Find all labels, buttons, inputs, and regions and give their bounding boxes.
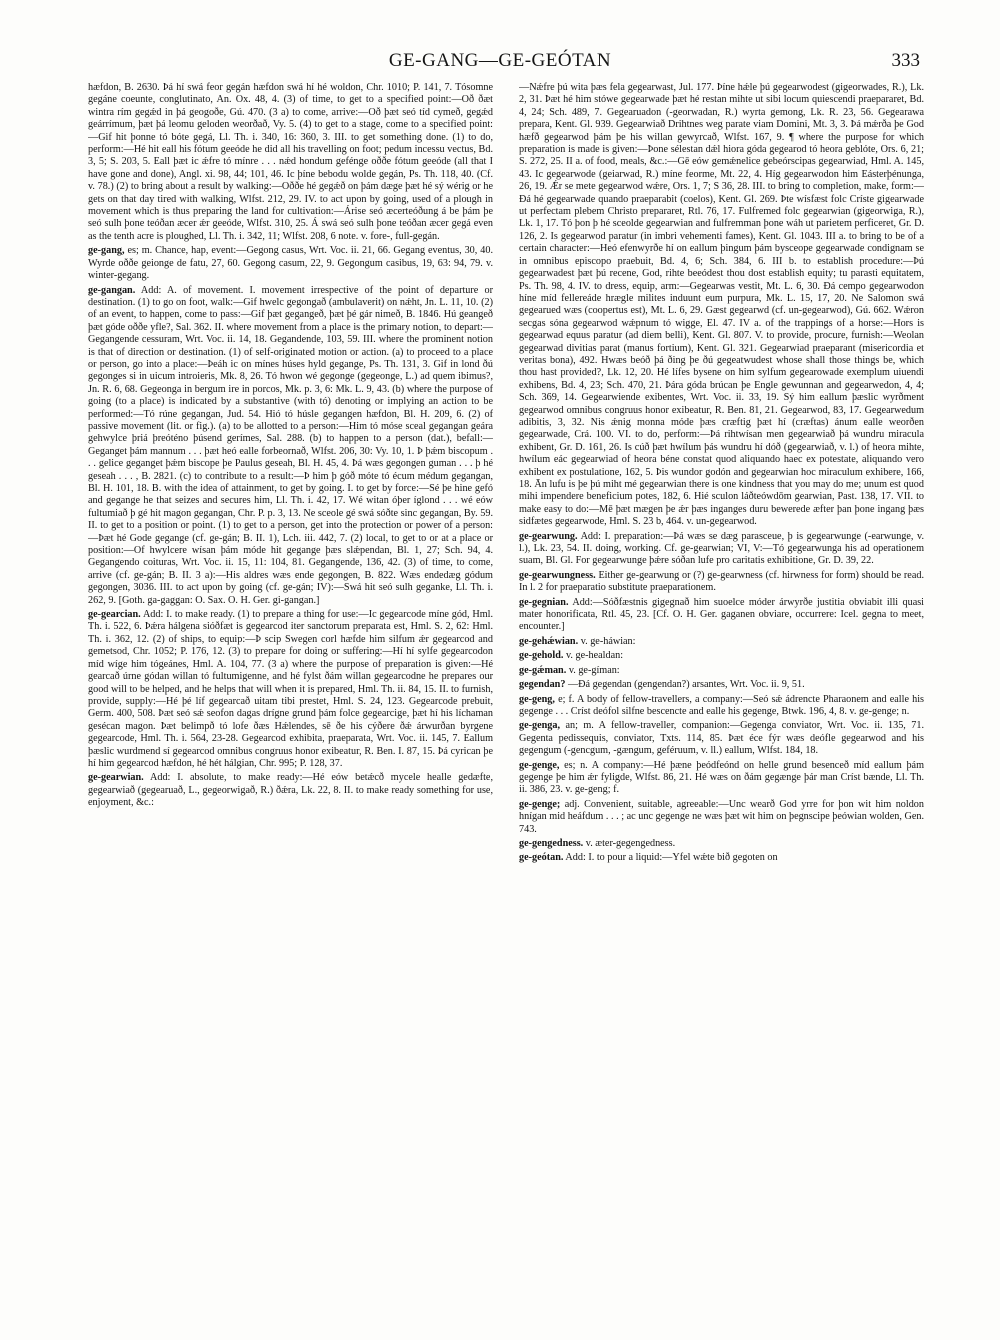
entry-text: Add: I. preparation:—Þá wæs se dæg parasceue, þ is gegearwunge (-earwunge, v. l.), Lk. 23, 54. II. doing, working. Cf. ge-gearwian; VI, V:—Tó gegearwunga his ad operationem suam, Bl. Gl. For gegearwunge þǽre sóðan lufe pro caritatis exhibitione, Gr. D. 39, 22. xyxy=(519,530,924,567)
entry-headword: ge-gearwung. xyxy=(519,530,578,542)
dictionary-entry xyxy=(519,82,924,529)
dictionary-entry xyxy=(519,531,924,568)
entry-headword: ge-gǽman. xyxy=(519,664,567,676)
entry-text: e; f. A body of fellow-travellers, a company:—Seó sǽ ádrencte Pharaonem and ealle his gegenge . . . Críst deófol silfne bescencte and ealle his gegenge, Btwk. 196, 4, 8. v. ge-genge; n. xyxy=(519,693,924,717)
entry-text: es; n. A company:—Hé þæne þeódfeónd on helle grund besenceð míd eallum þám gegenge þe him ǽr fyligde, Wlfst. 86, 21. Hé wæs on ðám gegænge þár man Críst bænde, Ll. Th. ii. 386, 23. v. ge-geng; f. xyxy=(519,759,924,796)
entry-text: an; m. A fellow-traveller, companion:—Gegenga conviator, Wrt. Voc. ii. 135, 71. Gegenta pedissequis, conviator, Txts. 114, 85. Þæt éce fýr wæs deófle gegearwod and his gegengum (-gencgum, -gængum, geféruum, v. ll.) eallum, Wlfst. 184, 18. xyxy=(519,720,924,757)
entry-headword: ge-genge; xyxy=(519,798,561,810)
entry-headword: gegendan? xyxy=(519,679,566,691)
entry-headword: ge-gegnian. xyxy=(519,596,569,608)
page-number: 333 xyxy=(891,50,920,71)
dictionary-entry xyxy=(88,245,493,282)
entry-headword: ge-gengedness. xyxy=(519,837,584,849)
dictionary-entry xyxy=(519,799,924,836)
entry-text: —Ðá gegendan (gengendan?) arsantes, Wrt. Voc. ii. 9, 51. xyxy=(567,679,805,691)
right-column xyxy=(519,82,924,1318)
entry-text: Add: I. to pour a liquid:—Yfel wǽte bið gegoten on xyxy=(565,852,778,864)
dictionary-entry xyxy=(519,720,924,757)
entry-headword: ge-gang, xyxy=(88,245,125,257)
dictionary-entry xyxy=(519,760,924,797)
entry-text: Either ge-gearwung or (?) ge-gearwness (cf. hirwness for form) should be read. In l. 2 for praeparatio substitute praeparationem. xyxy=(519,569,924,594)
entry-text: es; m. Chance, hap, event:—Gegong casus, Wrt. Voc. ii. 21, 66. Gegang eventus, 30, 40. Wyrde oððe geionge de fatu, 27, 60. Gegong casum, 22, 9. Gegongum casibus, 19, 63: 94, 79. v. winter-gegang. xyxy=(88,245,493,282)
dictionary-entry xyxy=(88,772,493,809)
entry-headword: ge-gearwian. xyxy=(88,772,144,784)
dictionary-entry xyxy=(519,636,924,648)
entry-headword: ge-gearwungness. xyxy=(519,569,596,581)
dictionary-entry xyxy=(519,694,924,719)
dictionary-entry xyxy=(519,570,924,595)
left-column xyxy=(88,82,493,1318)
entry-headword: ge-gearcian. xyxy=(88,609,141,621)
text-columns xyxy=(88,82,924,1322)
entry-text: v. ge-healdan: xyxy=(565,650,624,662)
dictionary-entry xyxy=(88,82,493,243)
entry-text: adj. Convenient, suitable, agreeable:—Unc wearð God yrre for þon wit him noldon hnígan mid heáfdum . . . ; ac unc gegenge ne wæs þæt wit him on þegnscipe þeówian wolden, Gen. 743. xyxy=(519,798,924,835)
entry-headword: ge-gangan. xyxy=(88,284,136,296)
entry-headword: ge-geótan. xyxy=(519,852,564,864)
entry-headword: ge-gehold. xyxy=(519,650,564,662)
entry-text: —Nǽfre þú wita þæs fela gegearwast, Jul. 177. Þíne hǽle þú gegearwodest (gigeorwades, R.), Lk. 2, 31. Þæt hé him stówe gegearwade þæt hé restan mihte ut sibi locum quiescendi praepararet, Bd. 4, 24; Sch. 489, 7. Gegearuadon (-georwadan, R.) wyrta gemong, Lk. R. 23, 56. Gegearawa prepara, Kent. Gl. 939. Gegearwiað Drihtnes weg parate viam Domini, Mt. 3, 3. Þá mǽrða þe God hæfð gegearwod þám þe his willan gewyrcað, Wlfst. 167, 9. ¶ where the purpose for which preparation is made is given:—Þone sélestan dǽl hiora góda gegearod tó heora geblóte, Ors. 6, 21; S. 272, 25. II a. of food, meals, &c.:—Gē eów gemǽnelice gebeórscipas gegearwiad, Hml. A. 145, 43. Ic gegearwode (geiarwad, R.) míne feorme, Mt. 22, 4. Híg gegearwodon him Eásterþénunga, 26, 19. Ǽr se mete gegearwod wǽre, Ors. 1, 7; S 36, 28. III. to bring to completion, make, form:—Ðá hé gegearwade quando praeparabit (coelos), Kent. Gl. 269. Þte wísfæst folc Críste gigearwade ut perfectam plebem Christo prepararet, Rtl. 76, 17. Fulfremed folc gegearwian (gigeorwiga, R.), Lk. 1, 17. Tó þon þ hé sceolde gegearwian and fulfremman þone wáh ut parietem perficeret, Gr. D. 126, 2. Is gegearwod paratur (in imbri vehementi fames), Kent. Gl. 1043. III a. to bring to be of a certain character:—Heó efenwyrðe hí on eallum þingum þám bysceope gegearwade condignam se in omnibus episcopo praebuit, Bd. 4, 6; Sch. 384, 6. III b. to establish procedure:—Þú gegearwadest þæt þú recene, God, rihte beeódest thou dost establish equity; tu parasti equitatem, Ps. Th. 98, 4. IV. to dress, equip, arm:—Gegearwas vestit, Mt. L. 6, 30. Ðá cempo gegearwodon híne míd fellereáde hrægle milites induunt eum purpura, Mk. L. 15, 17, 20. Ne Salomon swá gegearued wæs (coopertus est), Mt. L. 6, 29. Gæst gegearwd (cf. un-gegearwod), Gú. 662. Wǽron secgas sóna gegearwod wǽpnum tó wigge, El. 47. IV a. of the trappings of a horse:—Hors is gegearwad equus paratur (ad diem belli), Kent. Gl. 807. V. to provide, procure, furnish:—Weolan gegearwad divitias parat (manus fortium), Kent. Gl. 321. Gegearwiad praeparant (misericordia et veritas bona), 492. Hwæs beóð þá ðing þe ðú gegeatwudest whose shall those things be, which thou hast provided?, Lk. 12, 20. Hé lífes bysene on him sylfum gegearowade exemplum uiuendi exhibens, Bd. 4, 23; Sch. 470, 21. Þára góda brúcan þe Engle gewunnan and gegearwedon, 4, 4; Sch. 369, 14. Gegearwiende exibentes, Wrt. Voc. ii. 33, 19. Sý him eallum þæslic wyrðment gegearwod omnibus congruus honor exibeatur, R. Ben. 81, 21. Gegearwod, 83, 17. Gegearwedum adibitis, 3, 32. Nis ǽnig monna móde þæs cræftig þæt hí (cræftas) ánum ealle weorðen gegearwade, Crá. 100. VI. to do, perform:—Þá rihtwísan men gegearwiað þá wundru miracula exhibent, Gr. D. 161, 26. Is cúð þæt hwílum þás wundru hí dóð (gegearwiað, v. l.) of heora mihte, hwílum eác gegearwiad of heora béne constat quod aliquando haec ex potestate, aliquando vero exhibent ex postulatione, 162, 5. Þis wundor godón and gegearwian hoc miraculum exhibere, 166, 18. Ān lufu is þe þú miht mé gegearwian there is one kindness that you may do me; unum est quod mihi impendere beneficium potes, 182, 6. Hié sculon láðteówdōm gearwian, Past. 138, 17. VII. to make easy to do:—Mē þæt mægen þe ǽr þæs inganges duru bewerede æfter þan þone ingang þæs sidfætes gegearwode, Hml. S. 23 b, 464. v. un-gegearwod. xyxy=(519,82,924,528)
entry-headword: ge-genge, xyxy=(519,759,560,771)
entry-headword: ge-geng, xyxy=(519,693,555,705)
entry-text: v. ge-háwian: xyxy=(580,635,636,647)
page-title: GE-GANG—GE-GEÓTAN xyxy=(388,50,612,71)
entry-text: Add: I. to make ready. (1) to prepare a thing for use:—Ic gegearcode míne gód, Hml. Th. i. 522, 6. Þǽra hálgena sióðfæt is gegearcod iter sanctorum preparata est, Hml. S. 2, 62: Hml. Th. i. 362, 12. (2) of ships, to equip:—Þ scip Swegen corl hæfde him silfum ǽr gegearcod and gemetsod, Chr. 1052; P. 176, 12. (3) to prepare for doing or suffering:—Hí hí sylfe gegearcodon míd wíge him tógeánes, Hml. A. 104, 77. (3 a) where the purpose of preparation is given:—Hé gearcað úrne gódan willan tó fultumigenne, and hé fylst ðám willan gegearcodne he prepares our good will to be helped, and he helps that will when it is prepared, Hml. Th. ii. 84, 15. II. to furnish, provide, supply:—Hé þé líf gegearcað uitam tibi prestet, Hml. S. 24, 123. Gegearcode prebuit, Germ. 400, 508. Þæt seó sǽ seofon dagas drígne grund þám folce gegearcige, þæt hí his líchaman gesécan magon. Þæt belimpð tó lofe ðæs Hǽlendes, sē ðe his cýðere ðǽ árwurðan byrgene gegearcode, Hml. Th. i. 564, 23-28. Gegearcod exhibita, praeparata, Wrt. Voc. ii. 145, 7. Eallum þæslic wurdmend sí gegearcod omnibus congruus honor exibeatur, R. Ben. I. 87, 15. Þá cyrican þe hí him gegearcod hæfdon, hé hét hálgian, Chr. 995; P. 128, 37. xyxy=(88,609,493,769)
dictionary-entry xyxy=(519,597,924,634)
entry-text: Add: I. absolute, to make ready:—Hé eów betǽcð mycele healle gedæfte, gegearwiað (gegearuað, L., gegeorwigað, R.) ðǽra, Lk. 22, 8. II. to make ready something for use, enjoyment, &c.: xyxy=(88,772,493,809)
dictionary-entry xyxy=(519,679,924,691)
entry-text: Add:—Sóðfæstnis gigegnað him suoelce móder árwyrðe justitia obviabit illi quasi mater honorificata, Rtl. 45, 23. [Cf. O. H. Ger. gaganen obviare, occurrere: Icel. gegna to meet, encounter.] xyxy=(519,596,924,633)
entry-text: Add: A. of movement. I. movement irrespective of the point of departure or destination. (1) to go on foot, walk:—Gif hwelc gegongað (ambulaverit) on nǽht, Jn. L. 11, 10. (2) of an event, to happen, come to pass:—Gif þæt gegangeð, þæt þé gár nimeð, B. 1846. Hú geangeð þæt góde oððe yfle?, Sal. 362. II. where movement from a place is the primary notion, to depart:—Gegangende cessuram, Wrt. Voc. ii. 14, 18. Gegandende, 103, 59. III. where the prominent notion is that of direction or destination. (1) of self-originated motion or action. (a) to proceed to a place or person, go into a place:—Þeáh ic on mínes húses hyld gegange, Ps. Th. 131, 3. Gif in lond ðú gegonges si in uicum introieris, Mk. 8, 26. Tó hwon wé gegonge (gegeonge, L.) ad quem ibimus?, Jn. R. 6, 68. Gegeonga in bergum ire in porcos, Mk. p. 3, 6: Mk. L. 9, 43. (b) where the purpose of going (to a place) is indicated by a substantive (with tó) denoting or implying an action to be performed:—Tó rúne gegangan, Jud. 54. Hió tó húsle gegangen hæfdon, Bl. H. 209, 6. (2) of passive movement (lit. or fig.). (a) to be allotted to a person:—Him tó móse sceal gegangan geára gehwylce þriá þreóténo þúsend gerímes, Sal. 288. (b) to happen to a person (dat.), befall:—Geganget þám mannum . . . þæt heó ealle forbeornað, Wlfst. 206, 30: Vy. 10, 1. Þ þǽm biscopum . . . gelice geganget þǽm biscope þe Paulus geseah, Bl. H. 45, 4. Þá wæs gegongen guman . . . þ hé geseah . . . , B. 2821. (c) to contribute to a result:—Þ him þ góð móte tó écum médum gegangan, Bl. H. 101, 18. B. with the idea of attainment, to get by going. I. to get by force:—Sé þe hine gefó and gegange he that seizes and secures him, Ll. Th. i. 42, 17. Wé witan óþer íglond . . . wé eów fultumiað þ gé hit magon gegangan, Chr. P. p. 3, 13. Ne sceole gé swá sóðte sinc gegangan, By. 59. II. to get to a position or point. (1) to get to a person, get into the protection or power of a person:—Þæt hé Gode gegange (cf. ge-gán; B. II. 1), Lch. iii. 442, 7. (2) local, to get to or at a place or position:—Of hwylcere wísan þám móde hit gegange þæs slǽpendan, Bl. 1, 27; Sch. 94, 4. Gegangendo coituras, Wrt. Voc. ii. 15, 11: 104, 81. Gegangende, 136, 42. (3) of time, to come, arrive (cf. ge-gán; B. II. 3 a):—His aldres wæs ende gegongen, B. 822. Wæs endedæg gódum gegongen, 3036. III. to act upon by going (cf. ge-gán; IV):—Swá hit seó sulh geganke, Ll. Th. i. 262, 9. [Goth. ga-gaggan: O. Sax. O. H. Ger. gi-gangan.] xyxy=(88,284,493,606)
entry-text: hæfdon, B. 2630. Þá hí swá feor gegán hæfdon swá hí hé woldon, Chr. 1010; P. 141, 7. Tósomne gegáne coeunte, conglutinato, An. Ox. 48, 4. (3) of time, to get to a specified point:—Oð ðæt wintra rím gegǽd in þá geogoðe, Gú. 470. (3 a) to come, arrive:—Oð þæt seó tíd cymeð, gegǽd geárrímum, þæt þá leomu geloden weorðað, Vy. 5. (4) to get to a stage, come to a specified point:—Gif hit þonne tó bóte gegá, Ll. Th. i. 340, 16: 360, 3. III. to get something done. (1) to do, perform:—Hé hit eall his fótum geeóde he did all his travelling on foot; pedum incessu vectus, Bd. 3, 5; S. 203, 5. Eall þæt ic ǽfre tó mínre . . . nǽd hondum gefénge oððe fótum geeóde (all that I have gone and done), Angl. xi. 98, 44; 101, 46. Ic þíne bebodu wolde gegán, Ps. Th. 118, 40. (Cf. v. 78.) (2) to bring about a result by walking:—Oððe hé gegǽð on þám dæge þæt hé sý wérig or he gets on that day tired with walking, Wlfst. 212, 29. IV. to act upon by going, used of a plough in movement which is thus preparing the land for cultivation:—Árise seó æcerteóðung á be þám þe seó sulh þone teóðan æcer ǽr geeóde, Wlfst. 310, 25. Á swá seó sulh þone teóðan æcer gegá even as the tenth acre is ploughed, Ll. Th. i. 342, 11; Wlfst. 208, 6 note. v. fore-, full-gegán. xyxy=(88,82,493,242)
dictionary-entry xyxy=(519,650,924,662)
dictionary-entry xyxy=(519,852,924,864)
entry-text: v. æter-gegengedness. xyxy=(585,837,676,849)
entry-text: v. ge-gíman: xyxy=(568,664,620,676)
dictionary-entry xyxy=(88,285,493,608)
dictionary-entry xyxy=(519,838,924,850)
entry-headword: ge-genga, xyxy=(519,720,561,732)
entry-headword: ge-gehǽwian. xyxy=(519,635,579,647)
dictionary-entry xyxy=(88,609,493,770)
running-head xyxy=(0,48,1000,78)
dictionary-entry xyxy=(519,665,924,677)
